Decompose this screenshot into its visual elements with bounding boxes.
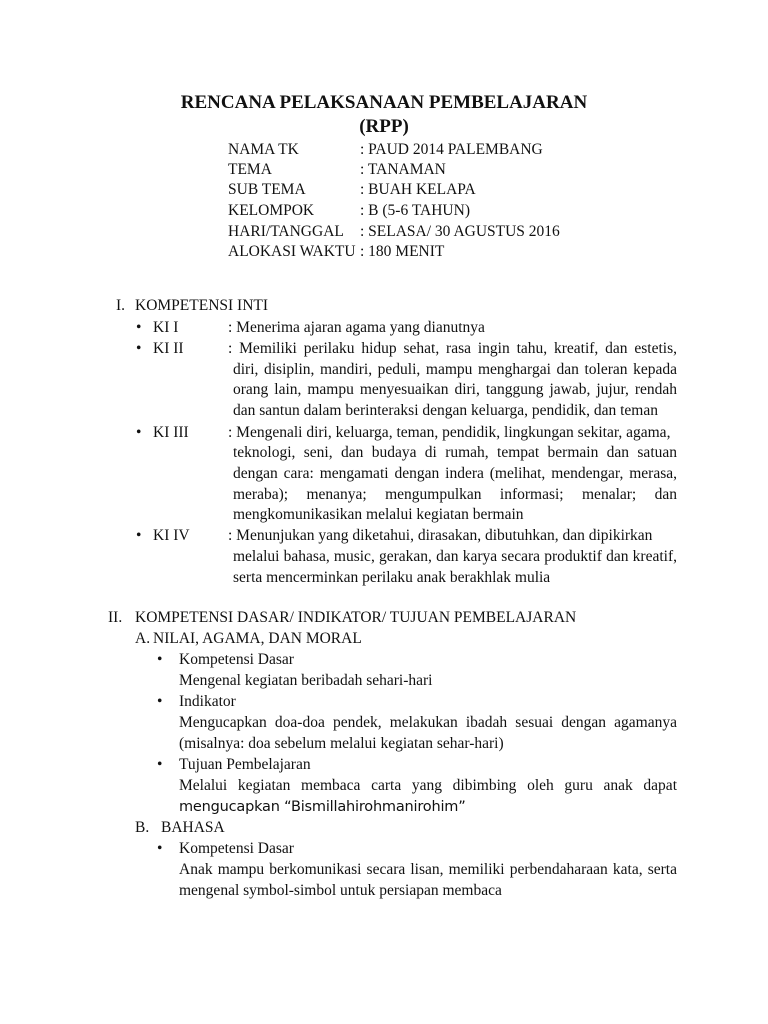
info-label: ALOKASI WAKTU — [228, 243, 356, 260]
info-value: : TANAMAN — [360, 161, 446, 178]
ki-text-line: meraba); menanya; mengumpulkan informasi; menalar; dan — [233, 486, 677, 503]
bullet-icon: • — [157, 651, 163, 668]
item-text-line: (misalnya: doa sebelum melalui kegiatan sehar-hari) — [179, 735, 504, 752]
info-label: SUB TEMA — [228, 181, 306, 198]
ki-text-line: teknologi, seni, dan budaya di rumah, tempat bermain dan satuan — [233, 444, 677, 461]
item-text-line: Melalui kegiatan membaca carta yang dibimbing oleh guru anak dapat — [179, 777, 677, 794]
item-title: Indikator — [179, 693, 236, 710]
item-title: Tujuan Pembelajaran — [179, 756, 311, 773]
ki-label: KI IV — [153, 527, 190, 544]
ki-text-line: melalui bahasa, music, gerakan, dan karya secara produktif dan kreatif, — [233, 548, 677, 565]
ki-label: KI III — [153, 424, 189, 441]
section-heading: KOMPETENSI INTI — [135, 297, 269, 314]
ki-label: KI II — [153, 340, 184, 357]
ki-text-line: : Menerima ajaran agama yang dianutnya — [228, 319, 485, 336]
ki-text-line: serta mencerminkan perilaku anak berakhlak mulia — [233, 569, 551, 586]
subsection-letter: B. — [135, 819, 150, 836]
info-value: : SELASA/ 30 AGUSTUS 2016 — [360, 223, 560, 240]
ki-text-line: : Memiliki perilaku hidup sehat, rasa ingin tahu, kreatif, dan estetis, — [228, 340, 677, 357]
bullet-icon: • — [136, 527, 142, 544]
ki-text-line: : Mengenali diri, keluarga, teman, pendidik, lingkungan sekitar, agama, — [228, 424, 671, 441]
bullet-icon: • — [136, 340, 142, 357]
item-text-line: mengenal symbol-simbol untuk persiapan membaca — [179, 882, 502, 899]
subsection-title: BAHASA — [161, 819, 225, 836]
bullet-icon: • — [157, 840, 163, 857]
subsection-title: NILAI, AGAMA, DAN MORAL — [153, 630, 362, 647]
info-label: TEMA — [228, 161, 272, 178]
bullet-icon: • — [157, 756, 163, 773]
item-title: Kompetensi Dasar — [179, 651, 294, 668]
ki-label: KI I — [153, 319, 179, 336]
ki-text-line: mengkomunikasikan melalui kegiatan bermain — [233, 506, 524, 523]
item-text-line: Mengucapkan doa-doa pendek, melakukan ibadah sesuai dengan agamanya — [179, 714, 677, 731]
info-value: : PAUD 2014 PALEMBANG — [360, 141, 543, 158]
ki-text-line: orang lain, mampu menyesuaikan diri, tanggung jawab, jujur, rendah — [233, 381, 677, 398]
section-number: II. — [108, 609, 123, 626]
info-label: HARI/TANGGAL — [228, 223, 344, 240]
item-title: Kompetensi Dasar — [179, 840, 294, 857]
document-title: RENCANA PELAKSANAAN PEMBELAJARAN — [180, 92, 588, 113]
ki-text-line: dengan cara: mengamati dengan indera (melihat, mendengar, merasa, — [233, 465, 677, 482]
info-label: KELOMPOK — [228, 202, 315, 219]
ki-text-line: diri, disiplin, mandiri, peduli, mampu menghargai dan toleran kepada — [233, 361, 677, 378]
info-label: NAMA TK — [228, 141, 299, 158]
ki-text-line: dan santun dalam berinteraksi dengan keluarga, pendidik, dan teman — [233, 402, 658, 419]
item-text-line: Mengenal kegiatan beribadah sehari-hari — [179, 672, 433, 689]
bullet-icon: • — [136, 319, 142, 336]
item-text-line: mengucapkan “Bismillahirohmanirohim” — [179, 799, 466, 815]
info-value: : B (5-6 TAHUN) — [360, 202, 470, 219]
section-number: I. — [116, 297, 126, 314]
item-text-line: Anak mampu berkomunikasi secara lisan, memiliki perbendaharaan kata, serta — [179, 861, 677, 878]
info-value: : BUAH KELAPA — [360, 181, 476, 198]
bullet-icon: • — [136, 424, 142, 441]
bullet-icon: • — [157, 693, 163, 710]
section-heading: KOMPETENSI DASAR/ INDIKATOR/ TUJUAN PEMBELAJARAN — [135, 609, 577, 626]
document-subtitle: (RPP) — [359, 116, 409, 137]
subsection-letter: A. — [135, 630, 151, 647]
ki-text-line: : Menunjukan yang diketahui, dirasakan, dibutuhkan, dan dipikirkan — [228, 527, 653, 544]
info-value: : 180 MENIT — [360, 243, 445, 260]
